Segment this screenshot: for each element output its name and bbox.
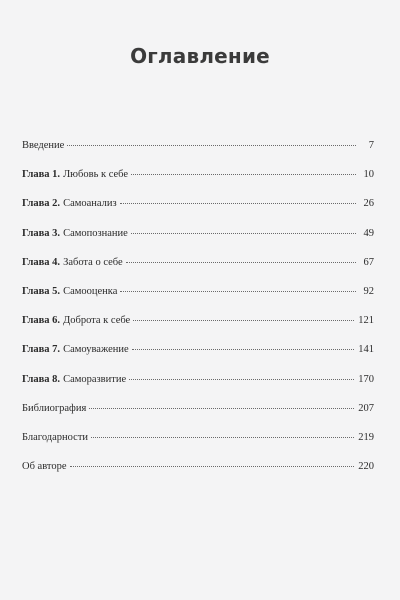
entry-label — [22, 169, 128, 180]
entry-title: Самоуважение — [63, 344, 129, 356]
page-number: 141 — [358, 344, 374, 356]
entry-title: Благодарности — [22, 431, 89, 443]
chapter-prefix: Глава 5. — [22, 285, 61, 297]
toc-entry — [22, 169, 374, 198]
entry-title: Любовь к себе — [63, 169, 129, 181]
toc-entry — [22, 228, 374, 257]
page-number: 92 — [363, 285, 374, 297]
page-number: 67 — [363, 256, 374, 268]
page-number: 26 — [363, 198, 374, 210]
entry-label — [22, 344, 129, 355]
page-number: 170 — [358, 373, 374, 385]
entry-label — [22, 432, 88, 443]
toc-entry — [22, 286, 374, 315]
entry-title: Забота о себе — [63, 256, 123, 268]
dot-leader — [67, 144, 356, 146]
entry-label — [22, 140, 64, 151]
dot-leader — [132, 348, 355, 350]
chapter-prefix: Глава 2. — [22, 198, 61, 210]
entry-title: Доброта к себе — [63, 315, 131, 327]
entry-title: Об авторе — [22, 461, 67, 473]
dot-leader — [70, 465, 355, 467]
toc-entry — [22, 374, 374, 403]
page-number: 49 — [363, 227, 374, 239]
chapter-prefix: Глава 6. — [22, 315, 61, 327]
toc-entry — [22, 257, 374, 286]
chapter-prefix: Глава 1. — [22, 169, 61, 181]
dot-leader — [120, 290, 356, 292]
entry-title: Введение — [22, 140, 65, 151]
page-number: 7 — [368, 140, 374, 151]
toc-entry — [22, 198, 374, 227]
entry-label — [22, 198, 117, 209]
entry-label — [22, 461, 67, 472]
chapter-prefix: Глава 3. — [22, 227, 61, 239]
dot-leader — [126, 261, 356, 263]
page-title: Оглавление — [130, 44, 270, 68]
toc-entry — [22, 140, 374, 169]
dot-leader — [131, 232, 356, 234]
chapter-prefix: Глава 8. — [22, 373, 61, 385]
entry-label — [22, 403, 86, 414]
dot-leader — [120, 202, 356, 204]
entry-title: Библиография — [22, 402, 87, 414]
entry-title: Самоанализ — [63, 198, 117, 210]
chapter-prefix: Глава 4. — [22, 256, 61, 268]
page-number: 10 — [363, 169, 374, 181]
toc-entry — [22, 403, 374, 432]
dot-leader — [133, 319, 354, 321]
page-number: 220 — [358, 461, 374, 473]
entry-title: Самооценка — [63, 285, 118, 297]
page-number: 219 — [358, 431, 374, 443]
dot-leader — [131, 173, 356, 175]
entry-title: Саморазвитие — [63, 373, 127, 385]
entry-label — [22, 257, 123, 268]
dot-leader — [91, 436, 354, 438]
chapter-prefix: Глава 7. — [22, 344, 61, 356]
toc-entry — [22, 315, 374, 344]
entry-title: Самопознание — [63, 227, 128, 239]
toc-entry — [22, 344, 374, 373]
toc-entry — [22, 461, 374, 490]
entry-label — [22, 228, 128, 239]
entry-label — [22, 315, 130, 326]
entry-label — [22, 286, 117, 297]
dot-leader — [89, 407, 354, 409]
toc-entry — [22, 432, 374, 461]
dot-leader — [129, 378, 354, 380]
page-number: 121 — [358, 315, 374, 327]
table-of-contents — [22, 140, 374, 490]
entry-label — [22, 374, 126, 385]
page-number: 207 — [358, 402, 374, 414]
